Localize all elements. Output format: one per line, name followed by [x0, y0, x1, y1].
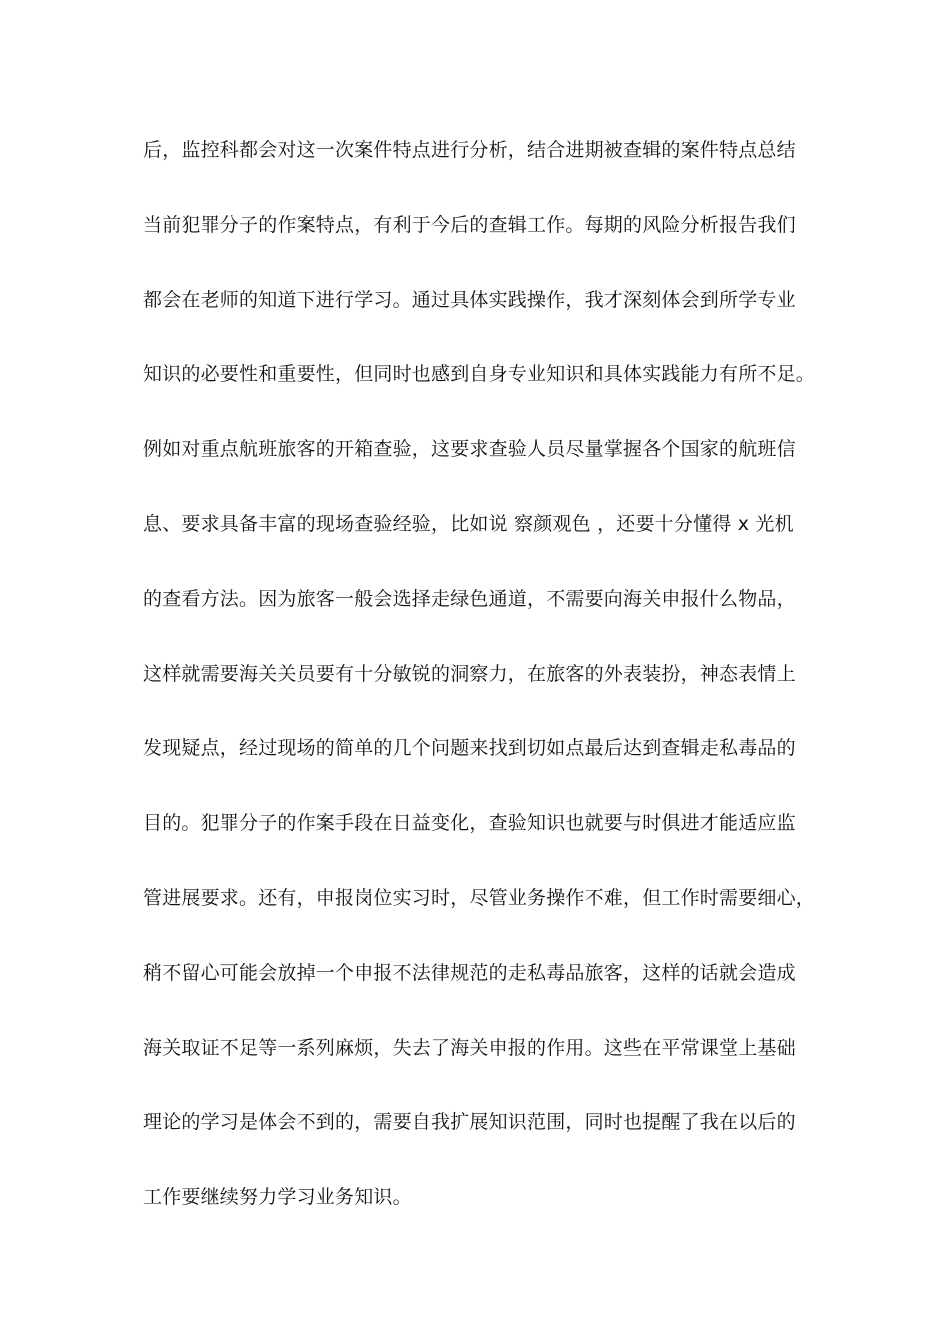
- text-line-14: 理论的学习是体会不到的，需要自我扩展知识范围，同时也提醒了我在以后的: [143, 1111, 796, 1134]
- text-line-11: 管进展要求。还有，申报岗位实习时，尽管业务操作不难，但工作时需要细心，: [143, 886, 816, 909]
- text-line-12: 稍不留心可能会放掉一个申报不法律规范的走私毒品旅客，这样的话就会造成: [143, 961, 796, 984]
- text-line-15: 工作要继续努力学习业务知识。: [143, 1186, 412, 1209]
- text-line-7: 的查看方法。因为旅客一般会选择走绿色通道，不需要向海关申报什么物品，: [143, 587, 796, 610]
- text-line-9: 发现疑点，经过现场的简单的几个问题来找到切如点最后达到查辑走私毒品的: [143, 737, 796, 760]
- text-line-1: 后，监控科都会对这一次案件特点进行分析，结合进期被查辑的案件特点总结: [143, 139, 796, 161]
- text-line-3: 都会在老师的知道下进行学习。通过具体实践操作，我才深刻体会到所学专业: [143, 288, 796, 311]
- text-line-4: 知识的必要性和重要性，但同时也感到自身专业知识和具体实践能力有所不足。: [143, 363, 816, 386]
- text-line-6: 息、要求具备丰富的现场查验经验，比如说 察颜观色 ，还要十分懂得 x 光机: [143, 512, 794, 535]
- text-line-10: 目的。犯罪分子的作案手段在日益变化，查验知识也就要与时俱进才能适应监: [143, 812, 796, 835]
- text-line-5: 例如对重点航班旅客的开箱查验，这要求查验人员尽量掌握各个国家的航班信: [143, 438, 796, 461]
- body-paragraph: [143, 130, 816, 1252]
- text-line-2: 当前犯罪分子的作案特点，有利于今后的查辑工作。每期的风险分析报告我们: [143, 213, 796, 236]
- text-line-13: 海关取证不足等一系列麻烦，失去了海关申报的作用。这些在平常课堂上基础: [143, 1036, 796, 1059]
- text-line-8: 这样就需要海关关员要有十分敏锐的洞察力，在旅客的外表装扮，神态表情上: [143, 662, 796, 685]
